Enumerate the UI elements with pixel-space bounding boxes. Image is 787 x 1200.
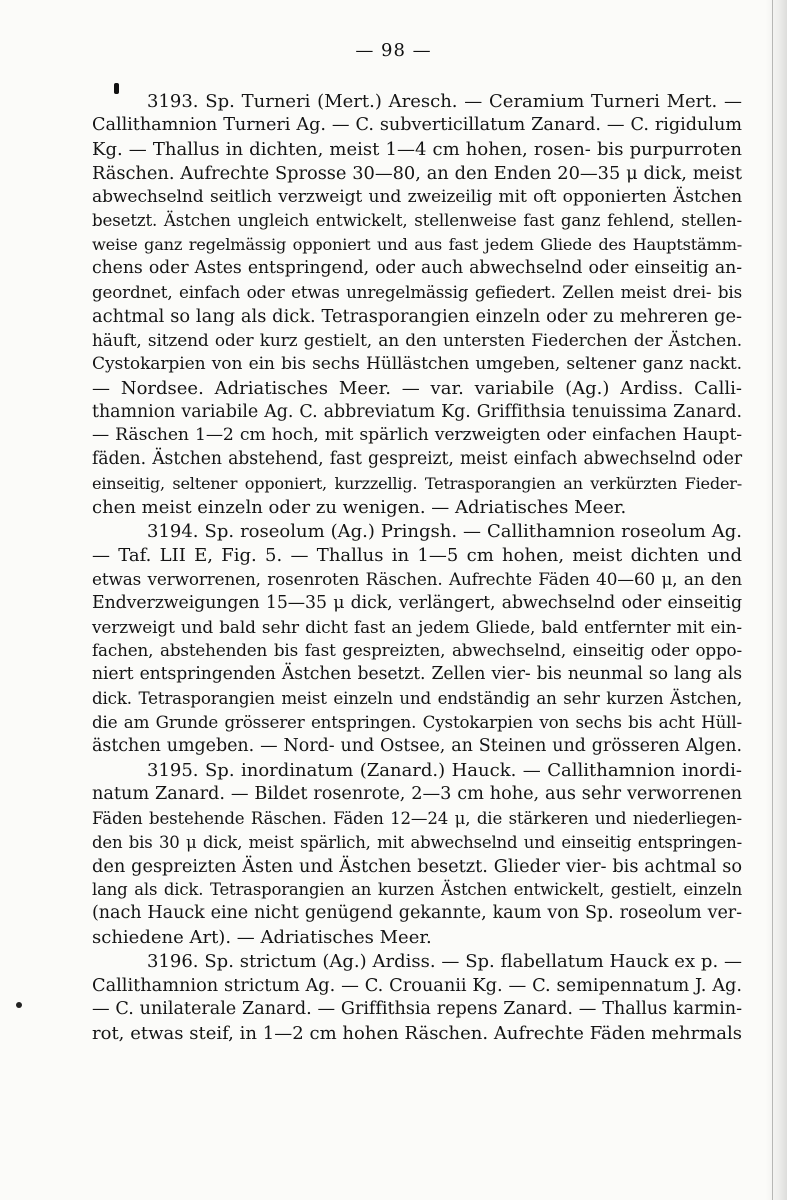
text-line: 3193. Sp. Turneri (Mert.) Aresch. — Ceramium Turneri Mert. — [147, 91, 742, 112]
text-line: lang als dick. Tetrasporangien an kurzen Ästchen entwickelt, gestielt, einzeln [92, 880, 742, 900]
text-line: thamnion variabile Ag. C. abbreviatum Kg. Griffithsia tenuissima Zanard. [92, 401, 742, 422]
text-line: achtmal so lang als dick. Tetrasporangien einzeln oder zu mehreren ge- [92, 306, 742, 328]
text-line: Endverzweigungen 15—35 μ dick, verlängert, abwechselnd oder einseitig [92, 592, 742, 613]
text-line: besetzt. Ästchen ungleich entwickelt, stellenweise fast ganz fehlend, stellen- [92, 211, 742, 231]
text-line: Callithamnion strictum Ag. — C. Crouanii Kg. — C. semipennatum J. Ag. [92, 974, 742, 996]
text-line: Kg. — Thallus in dichten, meist 1—4 cm hohen, rosen- bis purpurroten [92, 138, 742, 160]
page-edge-line [772, 0, 773, 1200]
text-line: verzweigt und bald sehr dicht fast an jedem Gliede, bald entfernter mit ein- [92, 616, 742, 637]
text-line: die am Grunde grösserer entspringen. Cystokarpien von sechs bis acht Hüll- [92, 712, 742, 733]
text-line: den gespreizten Ästen und Ästchen besetzt. Glieder vier- bis achtmal so [92, 855, 742, 877]
text-line: — Taf. LII E, Fig. 5. — Thallus in 1—5 cm hohen, meist dichten und [92, 544, 742, 566]
text-line: — Räschen 1—2 cm hoch, mit spärlich verzweigten oder einfachen Haupt- [92, 425, 742, 446]
text-line: chen meist einzeln oder zu wenigen. — Adriatisches Meer. [92, 497, 627, 519]
text-line: Callithamnion Turneri Ag. — C. subverticillatum Zanard. — C. rigidulum [92, 114, 742, 135]
text-line: dick. Tetrasporangien meist einzeln und endständig an sehr kurzen Ästchen, [92, 689, 742, 709]
text-line: abwechselnd seitlich verzweigt und zweizeilig mit oft opponierten Ästchen [92, 186, 742, 207]
text-line: weise ganz regelmässig opponiert und aus fast jedem Gliede des Hauptstämm- [92, 235, 742, 255]
text-line: — Nordsee. Adriatisches Meer. — var. variabile (Ag.) Ardiss. Calli- [92, 377, 742, 399]
text-line: Cystokarpien von ein bis sechs Hüllästchen umgeben, seltener ganz nackt. [92, 353, 742, 374]
text-line: 3195. Sp. inordinatum (Zanard.) Hauck. — Callithamnion inordi- [147, 759, 742, 781]
text-line: chens oder Astes entspringend, oder auch abwechselnd oder einseitig an- [92, 258, 742, 279]
text-line: 3196. Sp. strictum (Ag.) Ardiss. — Sp. flabellatum Hauck ex p. — [147, 951, 742, 973]
text-line: (nach Hauck eine nicht genügend gekannte, kaum von Sp. roseolum ver- [92, 903, 742, 924]
text-line: Räschen. Aufrechte Sprosse 30—80, an den Enden 20—35 μ dick, meist [92, 162, 742, 184]
text-line: etwas verworrenen, rosenroten Räschen. Aufrechte Fäden 40—60 μ, an den [92, 568, 742, 589]
text-line: niert entspringenden Ästchen besetzt. Zellen vier- bis neunmal so lang als [92, 664, 742, 685]
page-edge-shadow [765, 0, 787, 1200]
page-number: — 98 — [355, 40, 432, 61]
text-line: ästchen umgeben. — Nord- und Ostsee, an Steinen und grösseren Algen. [92, 736, 742, 757]
text-line: fachen, abstehenden bis fast gespreizten, abwechselnd, einseitig oder oppo- [92, 640, 742, 661]
text-line: häuft, sitzend oder kurz gestielt, an den untersten Fiederchen der Ästchen. [92, 329, 742, 350]
text-line: 3194. Sp. roseolum (Ag.) Pringsh. — Callithamnion roseolum Ag. [147, 521, 742, 543]
text-line: geordnet, einfach oder etwas unregelmässig gefiedert. Zellen meist drei- bis [92, 282, 742, 303]
body-text [92, 90, 742, 1046]
text-line: den bis 30 μ dick, meist spärlich, mit abwechselnd und einseitig entspringen- [92, 832, 742, 852]
text-line: Fäden bestehende Räschen. Fäden 12—24 μ, die stärkeren und niederliegen- [92, 808, 742, 828]
margin-dot [16, 1002, 22, 1008]
text-line: rot, etwas steif, in 1—2 cm hohen Räschen. Aufrechte Fäden mehrmals [92, 1022, 742, 1044]
text-line: fäden. Ästchen abstehend, fast gespreizt, meist einfach abwechselnd oder [92, 449, 742, 470]
text-line: — C. unilaterale Zanard. — Griffithsia repens Zanard. — Thallus karmin- [92, 998, 742, 1019]
text-line: natum Zanard. — Bildet rosenrote, 2—3 cm hohe, aus sehr verworrenen [92, 783, 742, 804]
text-line: schiedene Art). — Adriatisches Meer. [92, 927, 432, 949]
text-line: einseitig, seltener opponiert, kurzzellig. Tetrasporangien an verkürzten Fieder- [92, 474, 742, 494]
